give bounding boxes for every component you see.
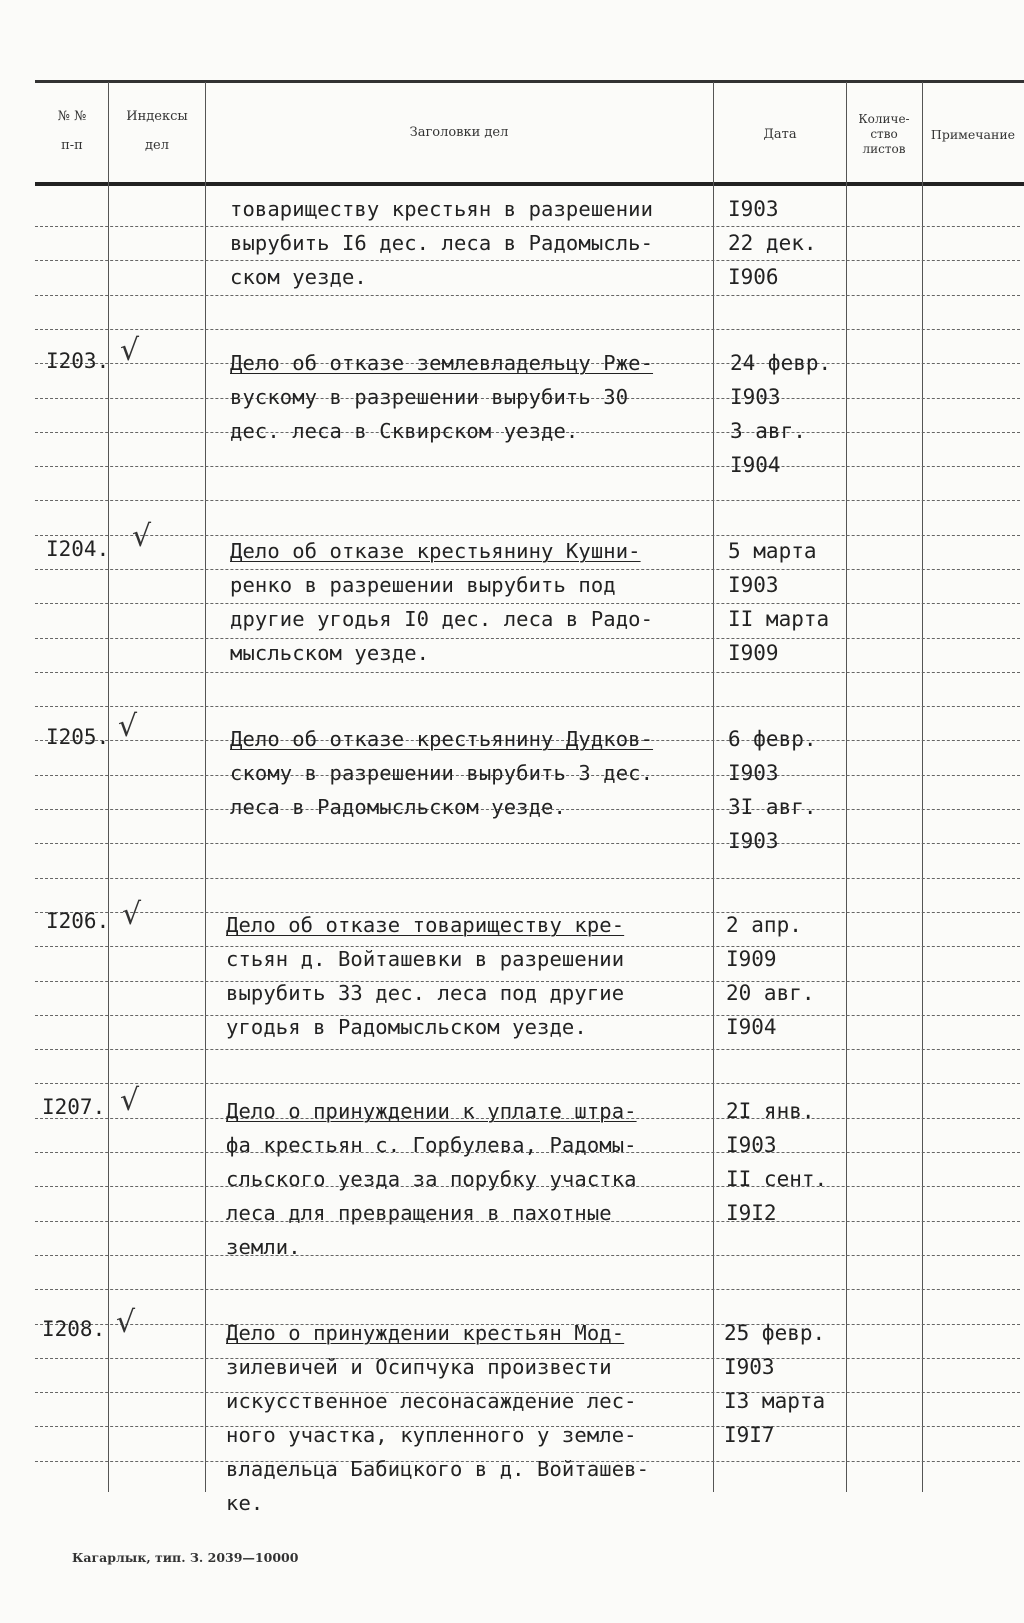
record-1207-date: II сент.: [726, 1167, 828, 1191]
record-1205-date: 3I авг.: [728, 795, 817, 819]
ruled-line: [35, 1289, 1020, 1290]
record-1206-line: Дело об отказе товариществу кре-: [226, 913, 625, 937]
record-1208-line: ке.: [226, 1491, 264, 1515]
ruled-line: [35, 295, 1020, 296]
record-1205-line: скому в разрешении вырубить 3 дес.: [230, 761, 654, 785]
record-1204-check: √: [132, 519, 152, 554]
record-1208-date: I9I7: [724, 1423, 775, 1447]
record-1205-title: [230, 726, 653, 820]
record-1203-check: √: [120, 333, 140, 368]
ruled-line: [35, 1083, 1020, 1084]
header-index-label-2: дел: [145, 138, 169, 153]
record-1207-number: I207.: [42, 1095, 106, 1119]
record-1204-date: I903: [728, 573, 779, 597]
header-titles: Заголовки дел: [409, 125, 509, 140]
header-index: [110, 108, 204, 154]
cont-line-3: ском уезде.: [230, 265, 367, 289]
header-bottom-rule: [35, 182, 1024, 186]
record-1203-number: I203.: [46, 349, 110, 373]
record-1205-line: леса в Радомысльском уезде.: [230, 795, 566, 819]
record-1204-date: I909: [728, 641, 779, 665]
record-1207-line: фа крестьян с. Горбулева, Радомы-: [226, 1133, 637, 1157]
header-count: [847, 112, 921, 157]
record-1204-title: [230, 538, 653, 666]
record-1205-date: 6 февр.: [728, 727, 817, 751]
record-1207-date: 2I янв.: [726, 1099, 815, 1123]
record-1206-date: 20 авг.: [726, 981, 815, 1005]
record-1205-number: I205.: [46, 725, 110, 749]
record-1204-date: II марта: [728, 607, 830, 631]
record-1204-line: мысльском уезде.: [230, 641, 430, 665]
col-line-1: [108, 82, 109, 1492]
record-1206-dates: [726, 912, 815, 1040]
continuation-block: [230, 196, 653, 290]
record-1206-check: √: [122, 897, 142, 932]
record-1203-date: 24 февр.: [730, 351, 832, 375]
record-1203-date: I904: [730, 453, 781, 477]
col-line-5: [922, 82, 923, 1492]
record-1208-line: владельца Бабицкого в д. Войташев-: [226, 1457, 650, 1481]
record-1207-check: √: [120, 1083, 140, 1118]
ruled-line: [35, 706, 1020, 707]
record-1206-line: вырубить 33 дес. леса под другие: [226, 981, 625, 1005]
record-1203-date: 3 авг.: [730, 419, 806, 443]
record-1206-title: [226, 912, 624, 1040]
record-1203-line: Дело об отказе землевладельцу Рже-: [230, 351, 654, 375]
record-1204-number: I204.: [46, 537, 110, 561]
header-top-rule: [35, 80, 1024, 83]
header-count-label-2: ство: [870, 127, 898, 141]
ruled-line: [35, 878, 1020, 879]
record-1203-title: [230, 350, 653, 444]
record-1204-line: Дело об отказе крестьянину Кушни-: [230, 539, 641, 563]
record-1207-line: Дело о принуждении к уплате штра-: [226, 1099, 637, 1123]
cont-date-1: I903: [728, 197, 779, 221]
header-count-label-3: листов: [862, 142, 906, 156]
header-index-label: Индексы: [126, 109, 188, 124]
header-num-label-2: п-п: [61, 138, 83, 153]
ruled-line: [35, 329, 1020, 330]
record-1206-date: I904: [726, 1015, 777, 1039]
record-1203-line: дес. леса в Сквирском уезде.: [230, 419, 579, 443]
record-1206-line: стьян д. Войташевки в разрешении: [226, 947, 625, 971]
cont-date-2: 22 дек.: [728, 231, 817, 255]
record-1207-title: [226, 1098, 637, 1260]
record-1208-line: Дело о принуждении крестьян Мод-: [226, 1321, 625, 1345]
record-1203-date: I903: [730, 385, 781, 409]
record-1203-line: вускому в разрешении вырубить 30: [230, 385, 629, 409]
record-1205-check: √: [118, 709, 138, 744]
record-1207-line: земли.: [226, 1235, 301, 1259]
record-1205-date: I903: [728, 829, 779, 853]
record-1208-line: зилевичей и Осипчука произвести: [226, 1355, 612, 1379]
record-1207-date: I9I2: [726, 1201, 777, 1225]
record-1205-date: I903: [728, 761, 779, 785]
record-1205-line: Дело об отказе крестьянину Дудков-: [230, 727, 654, 751]
record-1208-check: √: [116, 1305, 136, 1340]
record-1204-line: другие угодья I0 дес. леса в Радо-: [230, 607, 654, 631]
printer-imprint: Кагарлык, тип. З. 2039—10000: [72, 1550, 299, 1565]
ruled-line: [35, 1049, 1020, 1050]
ruled-line: [35, 672, 1020, 673]
header-num-label: № №: [57, 109, 87, 124]
record-1207-line: сльского уезда за порубку участка: [226, 1167, 637, 1191]
record-1206-line: угодья в Радомысльском уезде.: [226, 1015, 587, 1039]
record-1203-dates: [730, 350, 831, 478]
ruled-line: [35, 535, 1020, 536]
record-1208-title: [226, 1320, 649, 1516]
record-1207-dates: [726, 1098, 827, 1226]
record-1208-number: I208.: [42, 1317, 106, 1341]
header-note: Примечание: [930, 127, 1016, 142]
record-1208-dates: [724, 1320, 825, 1448]
record-1205-dates: [728, 726, 817, 854]
cont-line-2: вырубить I6 дес. леса в Радомысль-: [230, 231, 654, 255]
header-date: Дата: [763, 127, 797, 142]
cont-date-3: I906: [728, 265, 779, 289]
record-1208-date: I903: [724, 1355, 775, 1379]
record-1208-line: ного участка, купленного у земле-: [226, 1423, 637, 1447]
header-num: [38, 108, 106, 154]
col-line-2: [205, 82, 206, 1492]
record-1208-line: искусственное лесонасаждение лес-: [226, 1389, 637, 1413]
record-1204-date: 5 марта: [728, 539, 817, 563]
record-1207-date: I903: [726, 1133, 777, 1157]
cont-line-1: товариществу крестьян в разрешении: [230, 197, 654, 221]
col-line-4: [846, 82, 847, 1492]
ruled-line: [35, 843, 1020, 844]
record-1206-date: 2 апр.: [726, 913, 802, 937]
record-1208-date: 25 февр.: [724, 1321, 826, 1345]
col-line-3: [713, 82, 714, 1492]
record-1204-dates: [728, 538, 829, 666]
record-1204-line: ренко в разрешении вырубить под: [230, 573, 616, 597]
record-1206-date: I909: [726, 947, 777, 971]
record-1206-number: I206.: [46, 909, 110, 933]
header-count-label: Количе-: [858, 112, 910, 126]
record-1208-date: I3 марта: [724, 1389, 826, 1413]
ruled-line: [35, 466, 1020, 467]
record-1207-line: леса для превращения в пахотные: [226, 1201, 612, 1225]
cont-dates: [728, 196, 817, 290]
ruled-line: [35, 500, 1020, 501]
